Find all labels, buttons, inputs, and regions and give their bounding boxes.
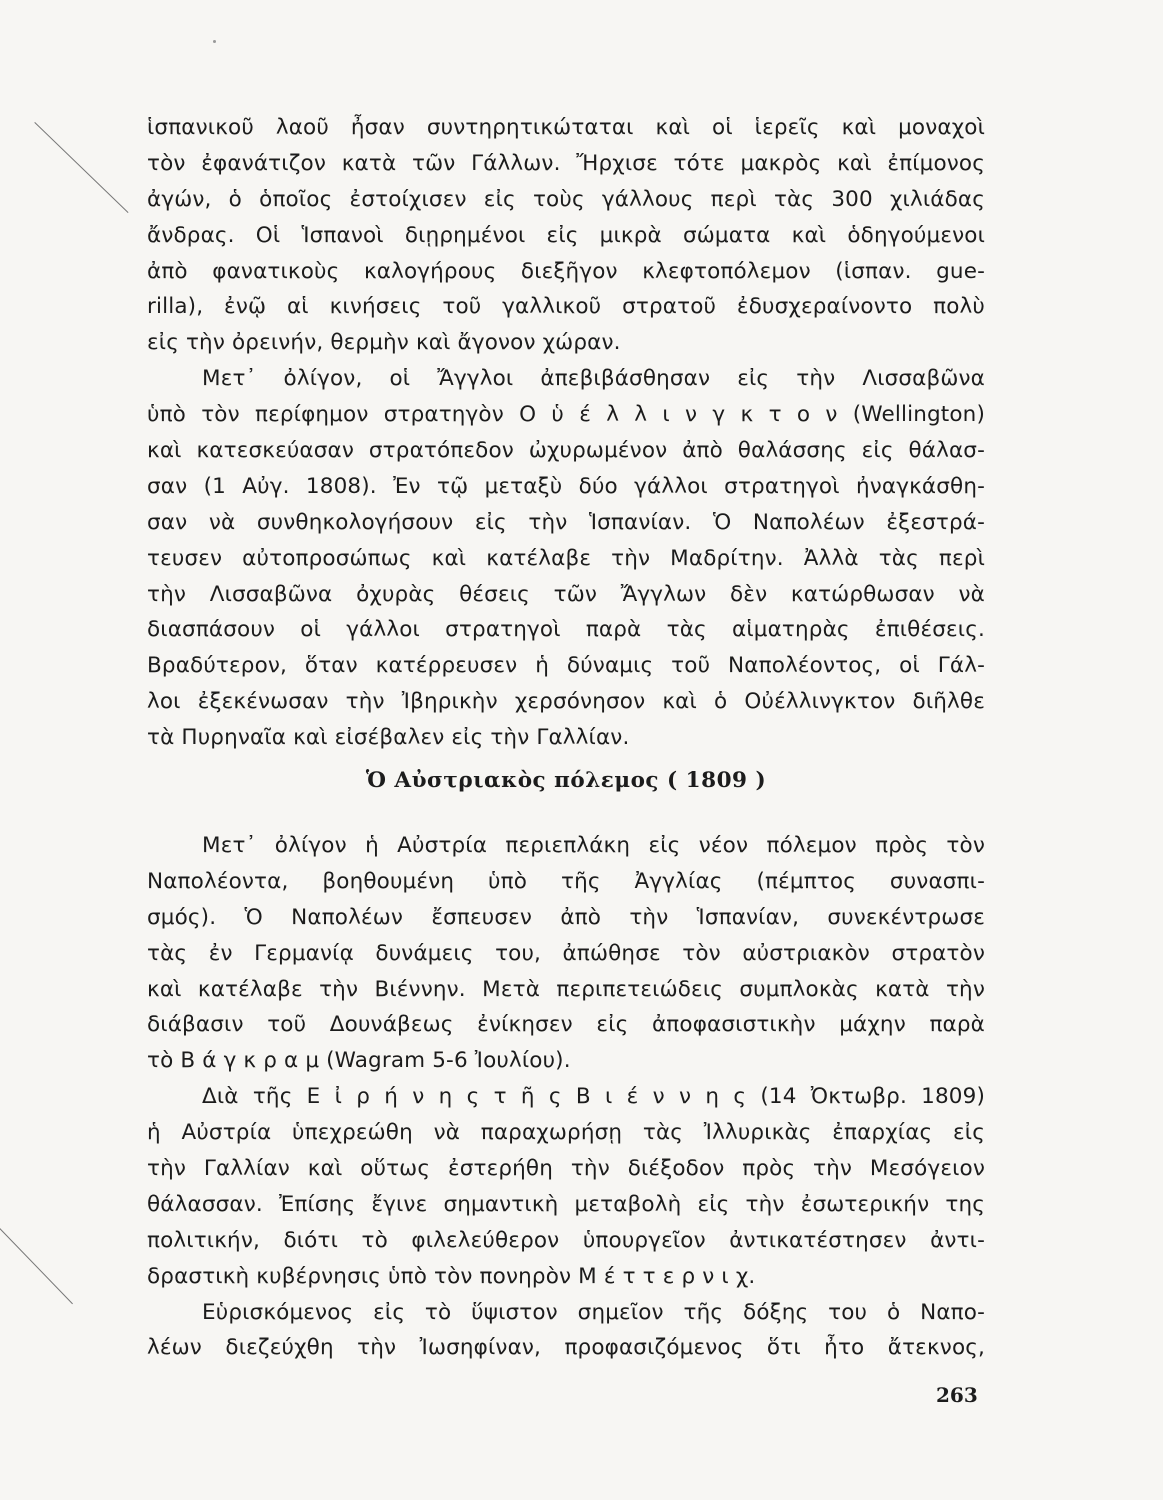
text-line: λέων διεζεύχθη τὴν Ἰωσηφίναν, προφασιζόμενος ὅτι ἦτο ἄτεκνος, (147, 1335, 985, 1361)
paragraph-2 (147, 361, 985, 756)
text-line: διάβασιν τοῦ Δουνάβεως ἐνίκησεν εἰς ἀποφασιστικὴν μάχην παρὰ (147, 1012, 985, 1038)
paragraph-3 (147, 828, 985, 1079)
text-line: καὶ κατέλαβε τὴν Βιέννην. Μετὰ περιπετειώδεις συμπλοκὰς κατὰ τὴν (147, 976, 985, 1002)
text-line: Ναπολέοντα, βοηθουμένη ὑπὸ τῆς Ἀγγλίας (πέμπτος συνασπι- (147, 868, 985, 894)
text-line: ἀγών, ὁ ὁποῖος ἐστοίχισεν εἰς τοὺς γάλλους περὶ τὰς 300 χιλιάδας (147, 186, 985, 212)
text-line: πολιτικήν, διότι τὸ φιλελεύθερον ὑπουργεῖον ἀντικατέστησεν ἀντι- (147, 1227, 985, 1253)
text-line: Μετ᾽ ὀλίγον ἡ Αὐστρία περιεπλάκη εἰς νέον πόλεμον πρὸς τὸν (202, 833, 985, 858)
text-line: Μετ᾽ ὀλίγον, οἱ Ἄγγλοι ἀπεβιβάσθησαν εἰς τὴν Λισσαβῶνα (202, 366, 985, 392)
text-line: καὶ κατεσκεύασαν στρατόπεδον ὠχυρωμένον ἀπὸ θαλάσσης εἰς θάλασ- (147, 438, 985, 464)
text-line: ἡ Αὐστρία ὑπεχρεώθη νὰ παραχωρήσῃ τὰς Ἰλλυρικὰς ἐπαρχίας εἰς (147, 1120, 985, 1146)
text-line: ὑπὸ τὸν περίφημον στρατηγὸν Ο ὑ έ λ λ ι ν γ κ τ ο ν (Wellington) (147, 402, 985, 428)
paragraph-1 (147, 110, 985, 361)
page-number: 263 (936, 1383, 978, 1407)
text-line: λοι ἐξεκένωσαν τὴν Ἰβηρικὴν χερσόνησον καὶ ὁ Οὐέλλινγκτον διῆλθε (147, 689, 985, 715)
scan-mark-line (34, 122, 128, 213)
text-line: ἄνδρας. Οἱ Ἱσπανοὶ διῃρημένοι εἰς μικρὰ σώματα καὶ ὁδηγούμενοι (147, 222, 985, 248)
text-line: τὴν Λισσαβῶνα ὀχυρὰς θέσεις τῶν Ἄγγλων δὲν κατώρθωσαν νὰ (147, 581, 985, 607)
section-heading: Ὁ Αὐστριακὸς πόλεμος ( 1809 ) (365, 768, 767, 793)
text-line: rilla), ἐνῷ αἱ κινήσεις τοῦ γαλλικοῦ στρατοῦ ἐδυσχεραίνοντο πολὺ (147, 294, 985, 320)
text-line: δραστικὴ κυβέρνησις ὑπὸ τὸν πονηρὸν Μ έ τ τ ε ρ ν ι χ. (147, 1263, 756, 1289)
text-line: Βραδύτερον, ὅταν κατέρρευσεν ἡ δύναμις τοῦ Ναπολέοντος, οἱ Γάλ- (147, 653, 985, 679)
text-line: εἰς τὴν ὀρεινήν, θερμὴν καὶ ἄγονον χώραν. (147, 330, 621, 356)
scan-speck (213, 40, 216, 43)
text-line: διασπάσουν οἱ γάλλοι στρατηγοὶ παρὰ τὰς αἱματηρὰς ἐπιθέσεις. (147, 617, 985, 643)
text-line: τὸ Β ά γ κ ρ α μ (Wagram 5-6 Ἰουλίου). (147, 1048, 571, 1074)
text-line: τὸν ἐφανάτιζον κατὰ τῶν Γάλλων. Ἤρχισε τότε μακρὸς καὶ ἐπίμονος (147, 150, 985, 176)
text-line: τὴν Γαλλίαν καὶ οὕτως ἐστερήθη τὴν διέξοδον πρὸς τὴν Μεσόγειον (147, 1156, 985, 1182)
text-line: τευσεν αὐτοπροσώπως καὶ κατέλαβε τὴν Μαδρίτην. Ἀλλὰ τὰς περὶ (147, 545, 985, 571)
text-line: τὰς ἐν Γερμανίᾳ δυνάμεις του, ἀπώθησε τὸν αὐστριακὸν στρατὸν (147, 940, 985, 966)
text-block-upper (147, 110, 985, 756)
text-line: ἀπὸ φανατικοὺς καλογήρους διεξῆγον κλεφτοπόλεμον (ἱσπαν. gue- (147, 258, 985, 284)
paragraph-4 (147, 1079, 985, 1294)
scan-mark-line (0, 1228, 73, 1304)
text-line: θάλασσαν. Ἐπίσης ἔγινε σημαντικὴ μεταβολὴ εἰς τὴν ἐσωτερικήν της (147, 1191, 985, 1217)
text-line: σαν νὰ συνθηκολογήσουν εἰς τὴν Ἱσπανίαν. Ὁ Ναπολέων ἐξεστρά- (147, 509, 985, 535)
text-line: σαν (1 Αὐγ. 1808). Ἐν τῷ μεταξὺ δύο γάλλοι στρατηγοὶ ἠναγκάσθη- (147, 473, 985, 499)
text-line: Εὑρισκόμενος εἰς τὸ ὕψιστον σημεῖον τῆς δόξης του ὁ Ναπο- (202, 1299, 985, 1325)
text-line: σμός). Ὁ Ναπολέων ἔσπευσεν ἀπὸ τὴν Ἱσπανίαν, συνεκέντρωσε (147, 904, 985, 930)
text-line: ἱσπανικοῦ λαοῦ ἦσαν συντηρητικώταται καὶ οἱ ἱερεῖς καὶ μοναχοὶ (147, 115, 985, 140)
text-line: Διὰ τῆς Ε ἰ ρ ή ν η ς τ ῆ ς Β ι έ ν ν η ς (14 Ὀκτωβρ. 1809) (202, 1084, 985, 1110)
text-block-lower (147, 828, 985, 1366)
paragraph-5 (147, 1295, 985, 1367)
text-line: τὰ Πυρηναῖα καὶ εἰσέβαλεν εἰς τὴν Γαλλίαν. (147, 725, 630, 751)
